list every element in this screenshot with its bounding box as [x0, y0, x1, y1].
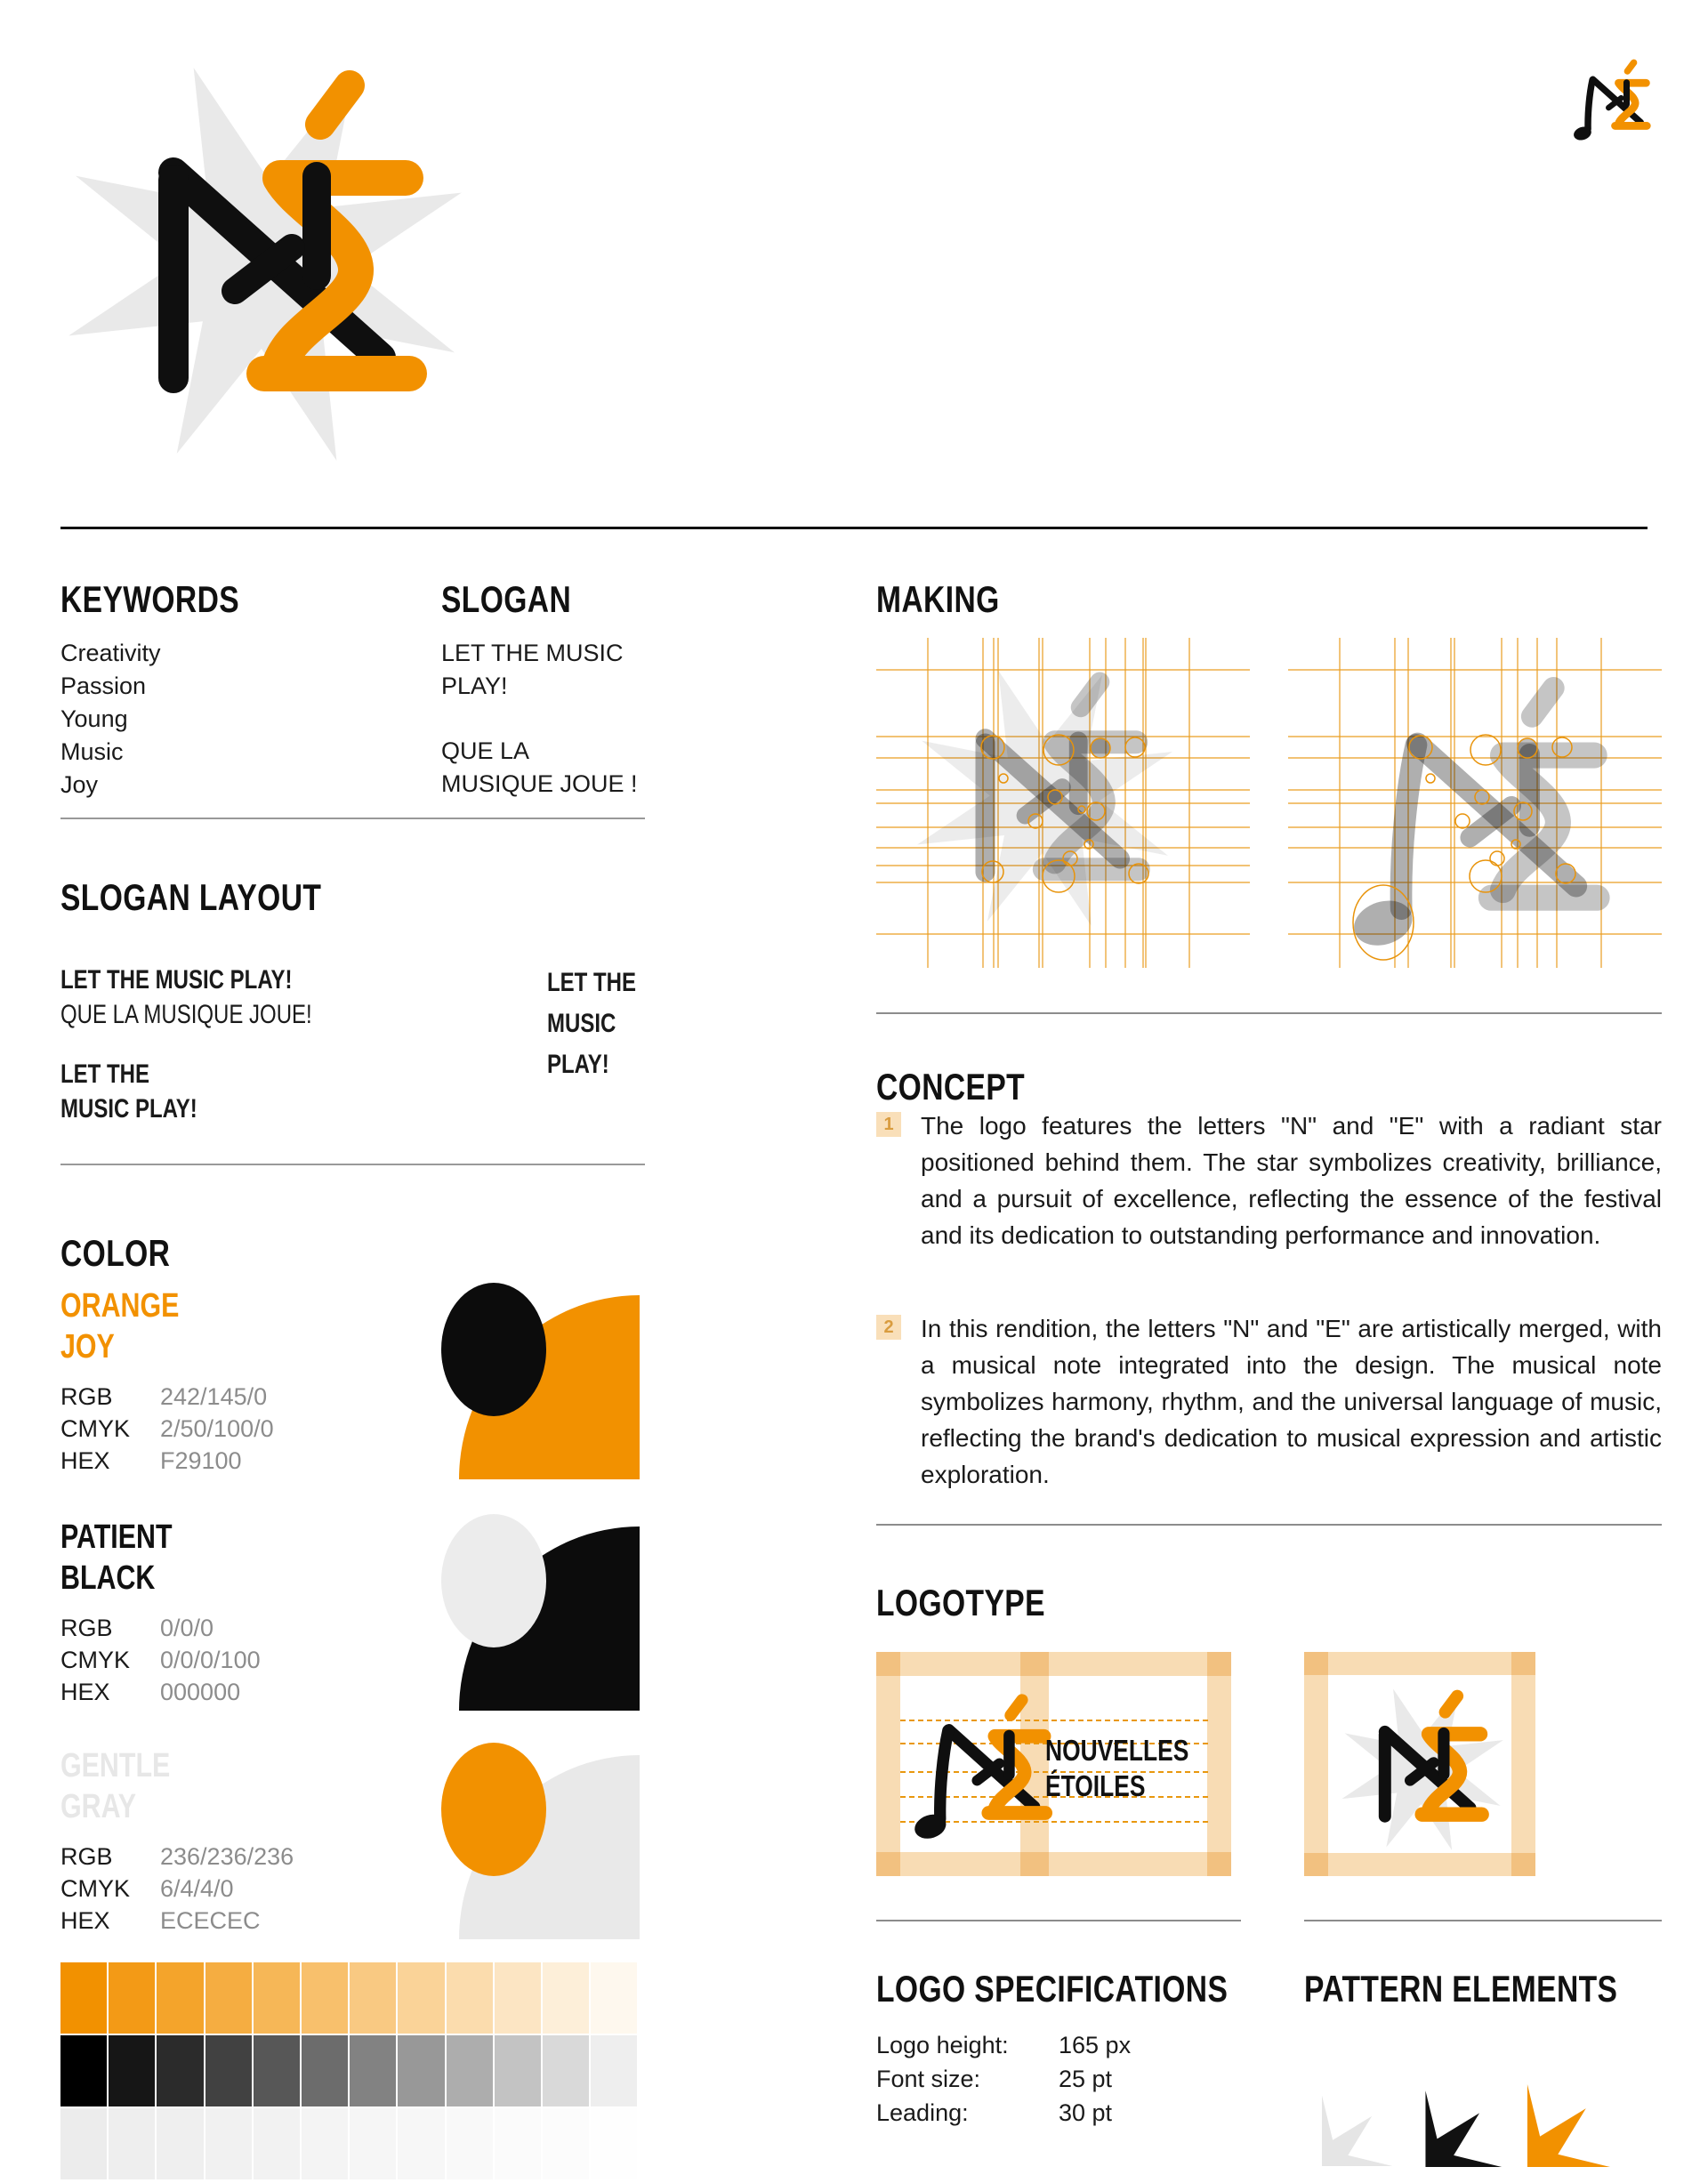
tint-cell	[543, 1962, 589, 2034]
color-tint-strips	[60, 1962, 640, 2181]
divider	[876, 1524, 1662, 1526]
color-values-orange: RGB 242/145/0 CMYK 2/50/100/0 HEX F29100	[60, 1383, 274, 1474]
tint-cell	[495, 2035, 541, 2106]
logotype-box-square	[1304, 1652, 1535, 1876]
tint-cell	[109, 2108, 155, 2179]
tint-cell	[591, 1962, 637, 2034]
tint-cell	[254, 2108, 300, 2179]
tint-cell	[398, 1962, 444, 2034]
tint-cell	[205, 2035, 252, 2106]
logotype-title: LOGOTYPE	[876, 1582, 1045, 1623]
slogan-en: PLAY!	[441, 673, 508, 699]
tint-cell	[398, 2035, 444, 2106]
tint-cell	[447, 2108, 493, 2179]
swatch-gray	[441, 1743, 640, 1939]
color-values-gray: RGB 236/236/236 CMYK 6/4/4/0 HEX ECECEC	[60, 1843, 294, 1934]
tint-cell	[543, 2108, 589, 2179]
tint-cell	[254, 1962, 300, 2034]
tint-cell	[350, 2035, 396, 2106]
color-values-black: RGB 0/0/0 CMYK 0/0/0/100 HEX 000000	[60, 1615, 261, 1705]
concept-paragraph-2: In this rendition, the letters "N" and "E" are artistically merged, with a musical note integrated into the design. The musical note symbolizes harmony, rhythm, and the universal language of music, reflecting the brand's dedication to musical expression and artistic exploration.	[921, 1315, 1662, 1488]
tint-cell	[398, 2108, 444, 2179]
tint-strip-row	[60, 2108, 640, 2179]
logo-specs-table: Logo height: 165 px Font size: 25 pt Leading: 30 pt	[876, 2032, 1132, 2126]
construction-grid-note	[1288, 636, 1662, 970]
swatch-orange	[441, 1283, 640, 1479]
half-star-icon-black	[1422, 2011, 1503, 2167]
pattern-elements-title: PATTERN ELEMENTS	[1304, 1968, 1618, 2010]
tint-cell	[591, 2035, 637, 2106]
ne-note-logo	[888, 1671, 1062, 1852]
ellipse-shape	[441, 1743, 546, 1876]
ne-star-logo-boxed	[1317, 1665, 1521, 1863]
tint-cell	[495, 1962, 541, 2034]
tint-cell	[60, 2035, 107, 2106]
slogan-fr: QUE LA	[441, 737, 530, 764]
slogan-layout-ex2: LET THE MUSIC PLAY!	[60, 1059, 197, 1124]
ellipse-shape	[441, 1514, 546, 1647]
tint-cell	[109, 1962, 155, 2034]
ne-note-logo-small	[1559, 46, 1656, 148]
tint-cell	[60, 1962, 107, 2034]
half-star-icon-gray	[1318, 2022, 1393, 2166]
divider	[876, 1920, 1241, 1921]
logo-specs-title: LOGO SPECIFICATIONS	[876, 1968, 1229, 2010]
tint-cell	[157, 2035, 203, 2106]
keyword-item: Music	[60, 738, 124, 765]
half-star-icon-orange	[1523, 1998, 1611, 2167]
logotype-box-horizontal	[876, 1652, 1231, 1876]
concept-paragraph-1: The logo features the letters "N" and "E" with a radiant star positioned behind them. The star symbolizes creativity, brilliance, and a pursuit of excellence, reflecting the essence of the festival and its dedication to outstanding performance and innovation.	[921, 1112, 1662, 1249]
keywords-title: KEYWORDS	[60, 578, 240, 620]
tint-cell	[302, 1962, 348, 2034]
slogan-layout-ex3: LET THE MUSIC PLAY!	[547, 968, 636, 1079]
tint-cell	[109, 2035, 155, 2106]
ellipse-shape	[441, 1283, 546, 1416]
concept-title: CONCEPT	[876, 1066, 1026, 1108]
tint-cell	[350, 1962, 396, 2034]
tint-cell	[447, 2035, 493, 2106]
color-name-patient-black: PATIENT BLACK	[60, 1518, 173, 1597]
divider	[1304, 1920, 1662, 1921]
swatch-black	[441, 1514, 640, 1711]
color-name-gentle-gray: GENTLE GRAY	[60, 1747, 171, 1825]
slogan-layout-ex1: LET THE MUSIC PLAY! QUE LA MUSIQUE JOUE!	[60, 965, 312, 1029]
slogan-title: SLOGAN	[441, 578, 572, 620]
keyword-item: Creativity	[60, 640, 161, 666]
divider	[60, 1164, 645, 1165]
main-divider	[60, 527, 1648, 529]
concept-marker-1: 1	[876, 1112, 901, 1137]
color-name-orange-joy: ORANGE JOY	[60, 1287, 180, 1365]
concept-marker-2: 2	[876, 1315, 901, 1340]
slogan-layout-title: SLOGAN LAYOUT	[60, 876, 322, 918]
tint-cell	[157, 2108, 203, 2179]
slogan-en: LET THE MUSIC	[441, 640, 624, 666]
tint-cell	[543, 2035, 589, 2106]
tint-cell	[350, 2108, 396, 2179]
slogan-text	[441, 637, 638, 801]
construction-grid-star	[876, 636, 1250, 970]
making-title: MAKING	[876, 578, 1000, 620]
tint-cell	[205, 1962, 252, 2034]
tint-cell	[157, 1962, 203, 2034]
keywords-list	[60, 637, 161, 802]
color-title: COLOR	[60, 1232, 171, 1274]
tint-cell	[302, 2035, 348, 2106]
tint-cell	[302, 2108, 348, 2179]
tint-cell	[495, 2108, 541, 2179]
tint-cell	[60, 2108, 107, 2179]
tint-cell	[205, 2108, 252, 2179]
tint-cell	[447, 1962, 493, 2034]
keyword-item: Passion	[60, 673, 147, 699]
wordmark: NOUVELLES ÉTOILES	[1045, 1734, 1189, 1802]
tint-cell	[591, 2108, 637, 2179]
keyword-item: Joy	[60, 771, 99, 798]
tint-strip-row	[60, 2035, 640, 2106]
tint-strip-row	[60, 1962, 640, 2034]
divider	[876, 1012, 1662, 1014]
ne-star-logo	[7, 11, 505, 491]
tint-cell	[254, 2035, 300, 2106]
keyword-item: Young	[60, 705, 128, 732]
divider	[60, 818, 645, 819]
slogan-fr: MUSIQUE JOUE !	[441, 770, 638, 797]
